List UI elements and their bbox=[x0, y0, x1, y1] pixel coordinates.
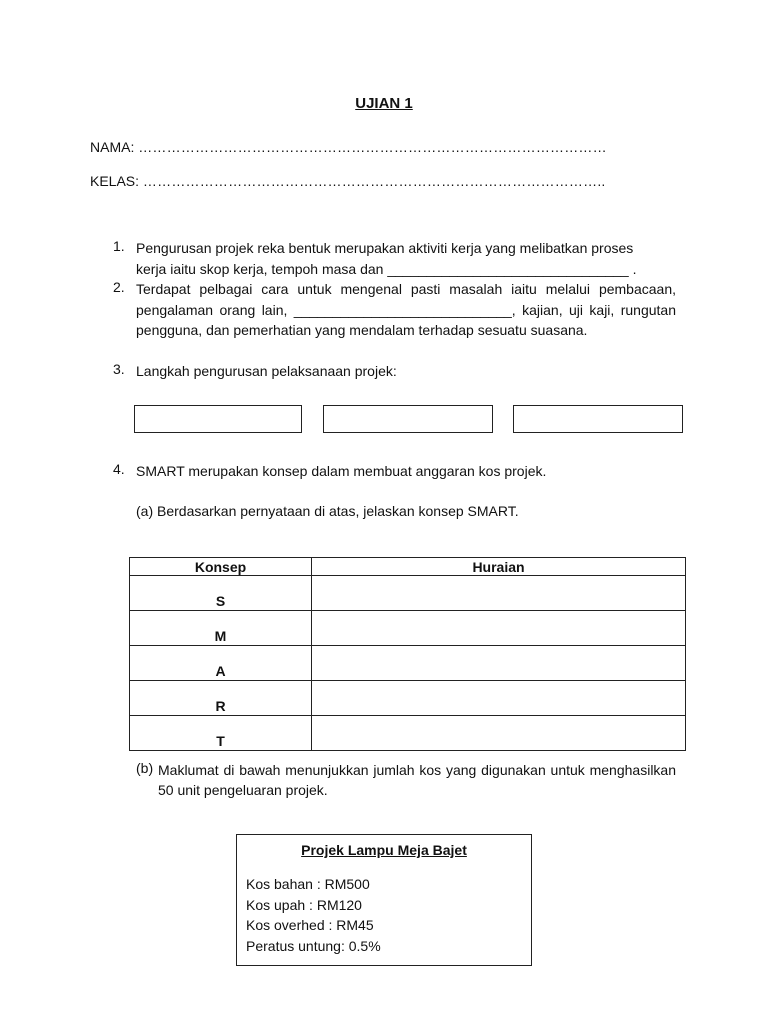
step-answer-box-3[interactable] bbox=[513, 405, 683, 433]
smart-table bbox=[129, 557, 686, 751]
concept-letter: M bbox=[130, 611, 312, 646]
concept-letter: R bbox=[130, 681, 312, 716]
name-blank[interactable]: ……………………………………………………………………………………… bbox=[138, 139, 607, 155]
class-blank[interactable]: …………………………………………………………………………………….. bbox=[142, 173, 606, 189]
question-2-number: 2. bbox=[113, 279, 125, 295]
table-header-row bbox=[130, 558, 686, 576]
question-4b-label: (b) bbox=[136, 760, 154, 776]
description-cell[interactable] bbox=[312, 611, 686, 646]
question-1-text bbox=[136, 238, 676, 279]
step-answer-box-1[interactable] bbox=[134, 405, 302, 433]
question-4-text: SMART merupakan konsep dalam membuat anggaran kos projek. bbox=[136, 463, 547, 479]
header-huraian: Huraian bbox=[312, 558, 686, 576]
table-row bbox=[130, 576, 686, 611]
description-cell[interactable] bbox=[312, 576, 686, 611]
class-field bbox=[90, 173, 606, 189]
question-4b-text: Maklumat di bawah menunjukkan jumlah kos yang digunakan untuk menghasilkan 50 unit pengeluaran projek. bbox=[158, 762, 676, 798]
question-1-line-2: kerja iaitu skop kerja, tempoh masa dan _______________________________ . bbox=[136, 260, 637, 277]
question-1-number: 1. bbox=[113, 238, 125, 254]
question-3-number: 3. bbox=[113, 361, 125, 377]
profit-percentage: Peratus untung: 0.5% bbox=[246, 937, 381, 954]
project-info-lines bbox=[246, 874, 381, 956]
question-4a-text: (a) Berdasarkan pernyataan di atas, jelaskan konsep SMART. bbox=[136, 503, 519, 519]
project-info-title: Projek Lampu Meja Bajet bbox=[301, 842, 467, 858]
question-3-text: Langkah pengurusan pelaksanaan projek: bbox=[136, 363, 397, 379]
page-title: UJIAN 1 bbox=[355, 95, 413, 112]
question-2-text: Terdapat pelbagai cara untuk mengenal pasti masalah iaitu melalui pembacaan, pengalaman orang lain, ____________________________, kajian, uji kaji, rungutan pengguna, dan pemerhatian yang mendalam terhadap sesuatu suasana. bbox=[136, 281, 676, 338]
step-answer-box-2[interactable] bbox=[323, 405, 493, 433]
cost-labour: Kos upah : RM120 bbox=[246, 896, 362, 913]
cost-overhead: Kos overhed : RM45 bbox=[246, 917, 374, 933]
project-info-box bbox=[236, 834, 532, 966]
header-konsep: Konsep bbox=[130, 558, 312, 576]
class-label: KELAS: bbox=[90, 173, 140, 189]
description-cell[interactable] bbox=[312, 646, 686, 681]
concept-letter: A bbox=[130, 646, 312, 681]
concept-letter: T bbox=[130, 716, 312, 751]
table-row bbox=[130, 716, 686, 751]
table-row bbox=[130, 646, 686, 681]
question-4-number: 4. bbox=[113, 461, 125, 477]
concept-letter: S bbox=[130, 576, 312, 611]
table-row bbox=[130, 611, 686, 646]
question-1-line-1: Pengurusan projek reka bentuk merupakan aktiviti kerja yang melibatkan proses bbox=[136, 240, 634, 256]
table-row bbox=[130, 681, 686, 716]
description-cell[interactable] bbox=[312, 681, 686, 716]
cost-material: Kos bahan : RM500 bbox=[246, 876, 370, 892]
name-label: NAMA: bbox=[90, 139, 135, 155]
description-cell[interactable] bbox=[312, 716, 686, 751]
name-field bbox=[90, 139, 607, 155]
